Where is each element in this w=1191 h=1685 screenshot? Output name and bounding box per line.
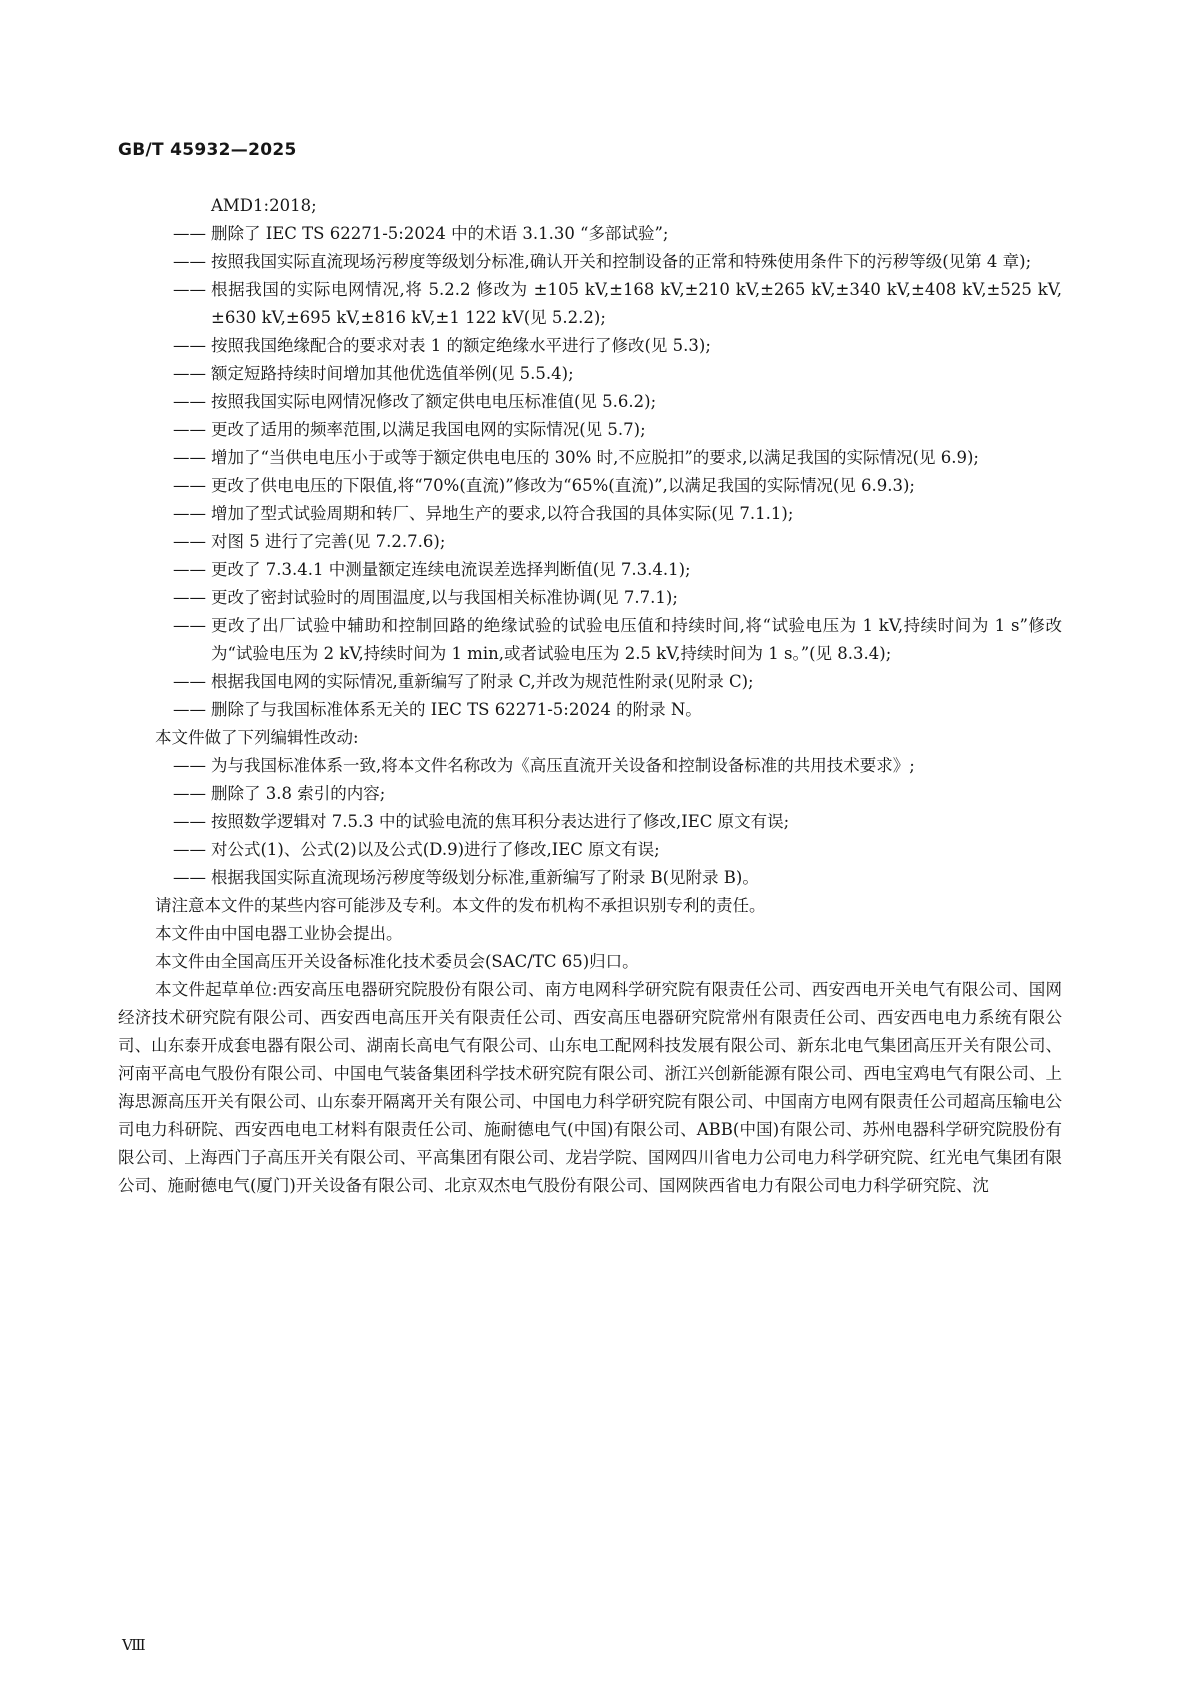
technical-change-item-text: 删除了与我国标准体系无关的 IEC TS 62271-5:2024 的附录 N。 xyxy=(211,700,702,719)
editorial-changes-list xyxy=(118,752,1062,892)
dash-mark: —— xyxy=(173,392,206,411)
editorial-intro: 本文件做了下列编辑性改动: xyxy=(155,728,359,747)
technical-change-item xyxy=(118,360,1062,388)
technical-change-item-text: 额定短路持续时间增加其他优选值举例(见 5.5.4); xyxy=(211,364,574,383)
technical-change-item xyxy=(118,220,1062,248)
technical-change-item-text: 更改了 7.3.4.1 中测量额定连续电流误差选择判断值(见 7.3.4.1); xyxy=(211,560,691,579)
technical-change-item-text: 更改了出厂试验中辅助和控制回路的绝缘试验的试验电压值和持续时间,将“试验电压为 1 kV,持续时间为 1 s”修改为“试验电压为 2 kV,持续时间为 1 min,或者试验电压为 2.5 kV,持续时间为 1 s。”(见 8.3.4); xyxy=(211,616,1062,663)
technical-change-item-text: 按照我国实际直流现场污秽度等级划分标准,确认开关和控制设备的正常和特殊使用条件下的污秽等级(见第 4 章); xyxy=(211,252,1032,271)
technical-change-item-text: 更改了供电电压的下限值,将“70%(直流)”修改为“65%(直流)”,以满足我国的实际情况(见 6.9.3); xyxy=(211,476,915,495)
centralized-by: 本文件由全国高压开关设备标准化技术委员会(SAC/TC 65)归口。 xyxy=(155,952,639,971)
dash-mark: —— xyxy=(173,812,206,831)
dash-mark: —— xyxy=(173,448,206,467)
dash-mark: —— xyxy=(173,252,206,271)
editorial-change-item xyxy=(118,808,1062,836)
dash-mark: —— xyxy=(173,336,206,355)
technical-change-item xyxy=(118,584,1062,612)
dash-mark: —— xyxy=(173,504,206,523)
standard-number-header: GB/T 45932—2025 xyxy=(118,140,297,160)
editorial-change-item xyxy=(118,836,1062,864)
technical-changes-list xyxy=(118,220,1062,724)
dash-mark: —— xyxy=(173,476,206,495)
technical-change-item xyxy=(118,276,1062,332)
technical-change-item xyxy=(118,500,1062,528)
dash-mark: —— xyxy=(173,224,206,243)
technical-change-item-text: 增加了“当供电电压小于或等于额定供电电压的 30% 时,不应脱扣”的要求,以满足我国的实际情况(见 6.9); xyxy=(211,448,979,467)
technical-change-item-text: 删除了 IEC TS 62271-5:2024 中的术语 3.1.30 “多部试验”; xyxy=(211,224,669,243)
technical-change-item xyxy=(118,248,1062,276)
editorial-change-item xyxy=(118,780,1062,808)
dash-mark: —— xyxy=(173,588,206,607)
technical-change-item-text: 增加了型式试验周期和转厂、异地生产的要求,以符合我国的具体实际(见 7.1.1); xyxy=(211,504,794,523)
technical-change-item-text: 按照我国绝缘配合的要求对表 1 的额定绝缘水平进行了修改(见 5.3); xyxy=(211,336,711,355)
technical-change-item xyxy=(118,472,1062,500)
editorial-change-item-text: 删除了 3.8 索引的内容; xyxy=(211,784,386,803)
page-number: Ⅷ xyxy=(122,1636,146,1654)
dash-mark: —— xyxy=(173,756,206,775)
dash-mark: —— xyxy=(173,560,206,579)
technical-change-item xyxy=(118,388,1062,416)
dash-mark: —— xyxy=(173,672,206,691)
drafting-units: 本文件起草单位:西安高压电器研究院股份有限公司、南方电网科学研究院有限责任公司、西安西电开关电气有限公司、国网经济技术研究院有限公司、西安西电高压开关有限责任公司、西安高压电器研究院常州有限责任公司、西安西电电力系统有限公司、山东泰开成套电器有限公司、湖南长高电气有限公司、山东电工配网科技发展有限公司、新东北电气集团高压开关有限公司、河南平高电气股份有限公司、中国电气装备集团科学技术研究院有限公司、浙江兴创新能源有限公司、西电宝鸡电气有限公司、上海思源高压开关有限公司、山东泰开隔离开关有限公司、中国电力科学研究院有限公司、中国南方电网有限责任公司超高压输电公司电力科研院、西安西电电工材料有限责任公司、施耐德电气(中国)有限公司、ABB(中国)有限公司、苏州电器科学研究院股份有限公司、上海西门子高压开关有限公司、平高集团有限公司、龙岩学院、国网四川省电力公司电力科学研究院、红光电气集团有限公司、施耐德电气(厦门)开关设备有限公司、北京双杰电气股份有限公司、国网陕西省电力有限公司电力科学研究院、沈 xyxy=(118,980,1062,1195)
dash-mark: —— xyxy=(173,784,206,803)
document-body xyxy=(118,192,1062,1200)
dash-mark: —— xyxy=(173,364,206,383)
patent-notice: 请注意本文件的某些内容可能涉及专利。本文件的发布机构不承担识别专利的责任。 xyxy=(155,896,766,915)
dash-mark: —— xyxy=(173,840,206,859)
technical-change-item xyxy=(118,332,1062,360)
technical-change-item-text: 根据我国的实际电网情况,将 5.2.2 修改为 ±105 kV,±168 kV,±210 kV,±265 kV,±340 kV,±408 kV,±525 kV,±630 kV,±695 kV,±816 kV,±1 122 kV(见 5.2.2); xyxy=(211,280,1062,327)
technical-change-item-text: 对图 5 进行了完善(见 7.2.7.6); xyxy=(211,532,446,551)
technical-change-item-text: 更改了适用的频率范围,以满足我国电网的实际情况(见 5.7); xyxy=(211,420,646,439)
technical-change-item xyxy=(118,668,1062,696)
dash-mark: —— xyxy=(173,868,206,887)
dash-mark: —— xyxy=(173,700,206,719)
technical-change-item-text: 更改了密封试验时的周围温度,以与我国相关标准协调(见 7.7.1); xyxy=(211,588,678,607)
technical-change-item xyxy=(118,444,1062,472)
dash-mark: —— xyxy=(173,616,206,635)
technical-change-item xyxy=(118,528,1062,556)
editorial-change-item xyxy=(118,752,1062,780)
editorial-change-item-text: 根据我国实际直流现场污秽度等级划分标准,重新编写了附录 B(见附录 B)。 xyxy=(211,868,759,887)
dash-mark: —— xyxy=(173,420,206,439)
technical-change-item-text: 根据我国电网的实际情况,重新编写了附录 C,并改为规范性附录(见附录 C); xyxy=(211,672,754,691)
editorial-change-item-text: 为与我国标准体系一致,将本文件名称改为《高压直流开关设备和控制设备标准的共用技术要求》; xyxy=(211,756,915,775)
technical-change-item xyxy=(118,556,1062,584)
dash-mark: —— xyxy=(173,280,206,299)
proposed-by: 本文件由中国电器工业协会提出。 xyxy=(155,924,403,943)
technical-change-item-text: 按照我国实际电网情况修改了额定供电电压标准值(见 5.6.2); xyxy=(211,392,657,411)
continuation-line: AMD1:2018; xyxy=(211,196,317,215)
technical-change-item xyxy=(118,416,1062,444)
technical-change-item xyxy=(118,696,1062,724)
editorial-change-item-text: 按照数学逻辑对 7.5.3 中的试验电流的焦耳积分表达进行了修改,IEC 原文有误; xyxy=(211,812,790,831)
editorial-change-item xyxy=(118,864,1062,892)
dash-mark: —— xyxy=(173,532,206,551)
editorial-change-item-text: 对公式(1)、公式(2)以及公式(D.9)进行了修改,IEC 原文有误; xyxy=(211,840,660,859)
technical-change-item xyxy=(118,612,1062,668)
